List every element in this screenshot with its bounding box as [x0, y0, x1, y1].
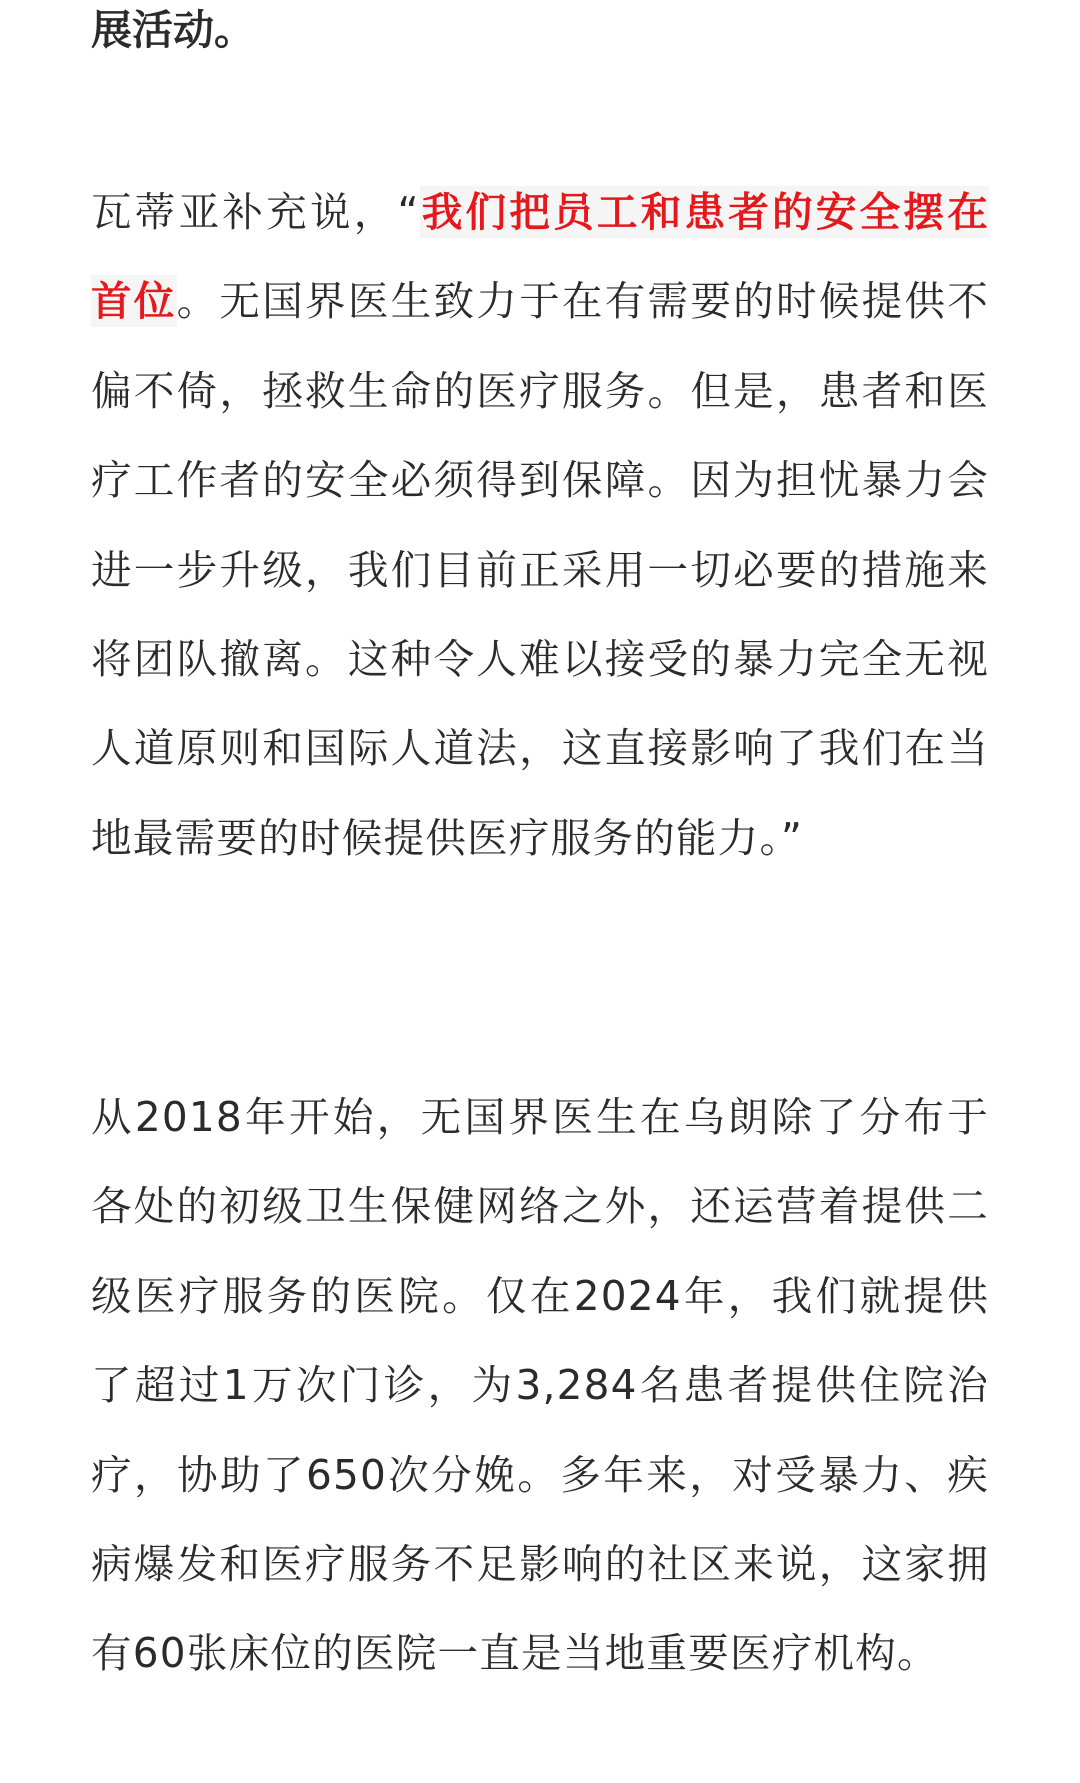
paragraph-quote	[91, 168, 989, 883]
quote-rest-text: 。无国界医生致力于在有需要的时候提供不偏不倚，拯救生命的医疗服务。但是，患者和医疗工作者的安全必须得到保障。因为担忧暴力会进一步升级，我们目前正采用一切必要的措施来将团队撤离。这种令人难以接受的暴力完全无视人道原则和国际人道法，这直接影响了我们在当地最需要的时候提供医疗服务的能力。”	[91, 277, 989, 862]
paragraph-fragment-top: 展活动。	[91, 6, 255, 54]
highlighted-quote: 我们把员工和患者的安全摆在首位	[91, 188, 989, 326]
quote-lead-text: 瓦蒂亚补充说，“	[91, 188, 420, 236]
paragraph-hospital-stats: 从2018年开始，无国界医生在乌朗除了分布于各处的初级卫生保健网络之外，还运营着提供二级医疗服务的医院。仅在2024年，我们就提供了超过1万次门诊，为3,284名患者提供住院治疗，协助了650次分娩。多年来，对受暴力、疾病爆发和医疗服务不足影响的社区来说，这家拥有60张床位的医院一直是当地重要医疗机构。	[91, 1093, 989, 1678]
